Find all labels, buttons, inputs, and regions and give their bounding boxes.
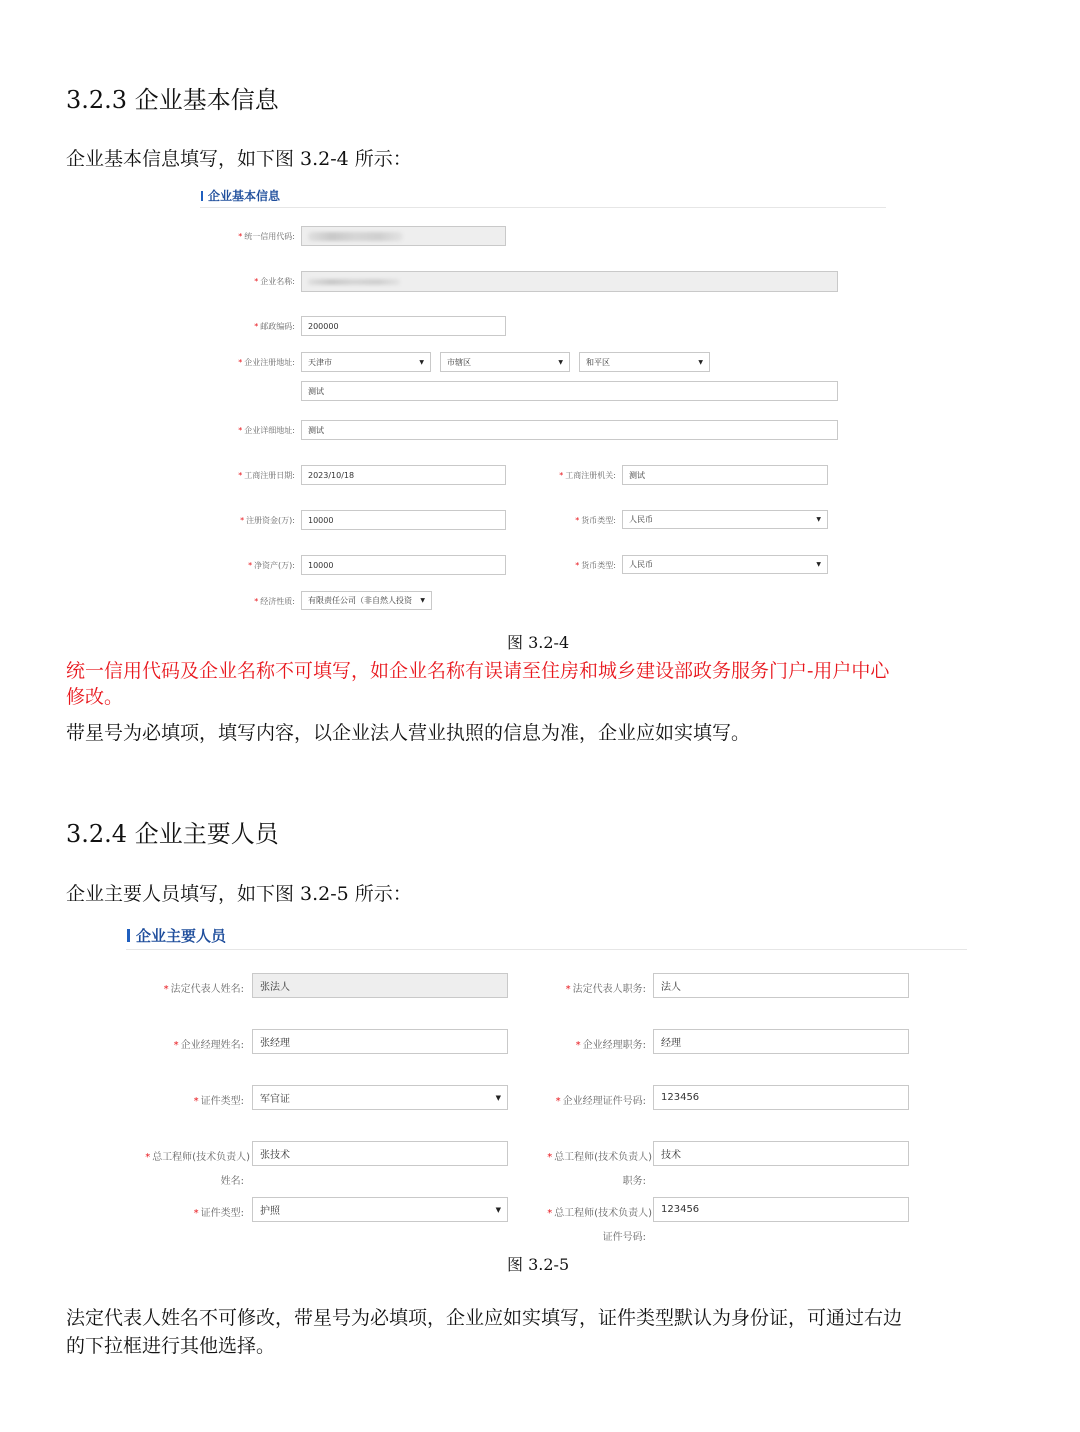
legal-name-input: 张法人 xyxy=(252,973,508,998)
section-heading-324: 3.2.4 企业主要人员 xyxy=(66,820,279,848)
form-title: 企业主要人员 xyxy=(136,927,227,945)
figure-caption-325: 图 3.2-5 xyxy=(507,1255,570,1274)
engineer-title-label-cont: 职务: xyxy=(622,1176,646,1187)
engineer-id-input[interactable]: 123456 xyxy=(653,1197,909,1222)
section-heading-323: 3.2.3 企业基本信息 xyxy=(66,86,279,114)
id-type-select[interactable]: 军官证 ▼ xyxy=(252,1085,508,1110)
divider xyxy=(126,949,967,950)
personnel-note-line1: 法定代表人姓名不可修改，带星号为必填项，企业应如实填写，证件类型默认为身份证，可通过右边 xyxy=(66,1307,903,1329)
id-type-label: * 证件类型: xyxy=(193,1096,244,1107)
title-bar-marker xyxy=(127,929,130,942)
manager-name-label: * 企业经理姓名: xyxy=(173,1040,244,1051)
required-note: 带星号为必填项，填写内容，以企业法人营业执照的信息为准，企业应如实填写。 xyxy=(66,722,751,744)
divider xyxy=(200,207,886,208)
red-note-line2: 修改。 xyxy=(66,686,124,708)
credit-code-label: * 统一信用代码: xyxy=(238,232,295,241)
engineer-title-input[interactable]: 技术 xyxy=(653,1141,909,1166)
section-intro-323: 企业基本信息填写，如下图 3.2-4 所示： xyxy=(66,148,412,170)
net-assets-input[interactable]: 10000 xyxy=(301,555,506,575)
detail-address-input[interactable]: 测试 xyxy=(301,420,838,440)
city-select[interactable]: 市辖区 ▼ xyxy=(440,352,570,372)
company-name-input xyxy=(301,271,838,292)
reg-authority-input[interactable]: 测试 xyxy=(622,465,828,485)
reg-address-detail-input[interactable]: 测试 xyxy=(301,381,838,401)
engineer-id-label-cont: 证件号码: xyxy=(602,1232,646,1243)
postcode-input[interactable]: 200000 xyxy=(301,316,506,336)
id-type2-label: * 证件类型: xyxy=(193,1208,244,1219)
currency-select[interactable]: 人民币 ▼ xyxy=(622,510,828,529)
id-type2-select[interactable]: 护照 ▼ xyxy=(252,1197,508,1222)
engineer-title-label: * 总工程师(技术负责人) xyxy=(547,1152,652,1163)
manager-id-label: * 企业经理证件号码: xyxy=(555,1096,646,1107)
engineer-name-label-cont: 姓名: xyxy=(220,1176,244,1187)
postcode-label: * 邮政编码: xyxy=(254,322,295,331)
legal-name-label: * 法定代表人姓名: xyxy=(163,984,244,995)
manager-id-input[interactable]: 123456 xyxy=(653,1085,909,1110)
section-intro-324: 企业主要人员填写，如下图 3.2-5 所示： xyxy=(66,883,412,905)
personnel-note-line2: 的下拉框进行其他选择。 xyxy=(66,1335,276,1357)
engineer-name-label: * 总工程师(技术负责人) xyxy=(145,1152,250,1163)
capital-label: * 注册资金(万): xyxy=(240,516,295,525)
engineer-id-label: * 总工程师(技术负责人) xyxy=(547,1208,652,1219)
manager-name-input[interactable]: 张经理 xyxy=(252,1029,508,1054)
reg-date-input[interactable]: 2023/10/18 xyxy=(301,465,506,485)
manager-title-input[interactable]: 经理 xyxy=(653,1029,909,1054)
engineer-name-input[interactable]: 张技术 xyxy=(252,1141,508,1166)
legal-title-label: * 法定代表人职务: xyxy=(565,984,646,995)
capital-input[interactable]: 10000 xyxy=(301,510,506,530)
red-note-line1: 统一信用代码及企业名称不可填写，如企业名称有误请至住房和城乡建设部政务服务门户-用户中心 xyxy=(66,660,890,682)
credit-code-input xyxy=(301,226,506,246)
currency-label: * 货币类型: xyxy=(575,516,616,525)
district-select[interactable]: 和平区 ▼ xyxy=(579,352,710,372)
net-assets-label: * 净资产(万): xyxy=(248,561,295,570)
reg-address-label: * 企业注册地址: xyxy=(238,358,295,367)
economic-label: * 经济性质: xyxy=(254,597,295,606)
currency2-label: * 货币类型: xyxy=(575,561,616,570)
manager-title-label: * 企业经理职务: xyxy=(575,1040,646,1051)
reg-authority-label: * 工商注册机关: xyxy=(559,471,616,480)
economic-select[interactable]: 有限责任公司（非自然人投资 ▼ xyxy=(301,591,432,610)
form-title: 企业基本信息 xyxy=(208,189,281,203)
figure-caption-324: 图 3.2-4 xyxy=(507,633,570,652)
company-name-label: * 企业名称: xyxy=(254,277,295,286)
title-bar-marker xyxy=(201,191,203,201)
currency2-select[interactable]: 人民币 ▼ xyxy=(622,555,828,574)
legal-title-input[interactable]: 法人 xyxy=(653,973,909,998)
reg-date-label: * 工商注册日期: xyxy=(238,471,295,480)
detail-address-label: * 企业详细地址: xyxy=(238,426,295,435)
province-select[interactable]: 天津市 ▼ xyxy=(301,352,431,372)
